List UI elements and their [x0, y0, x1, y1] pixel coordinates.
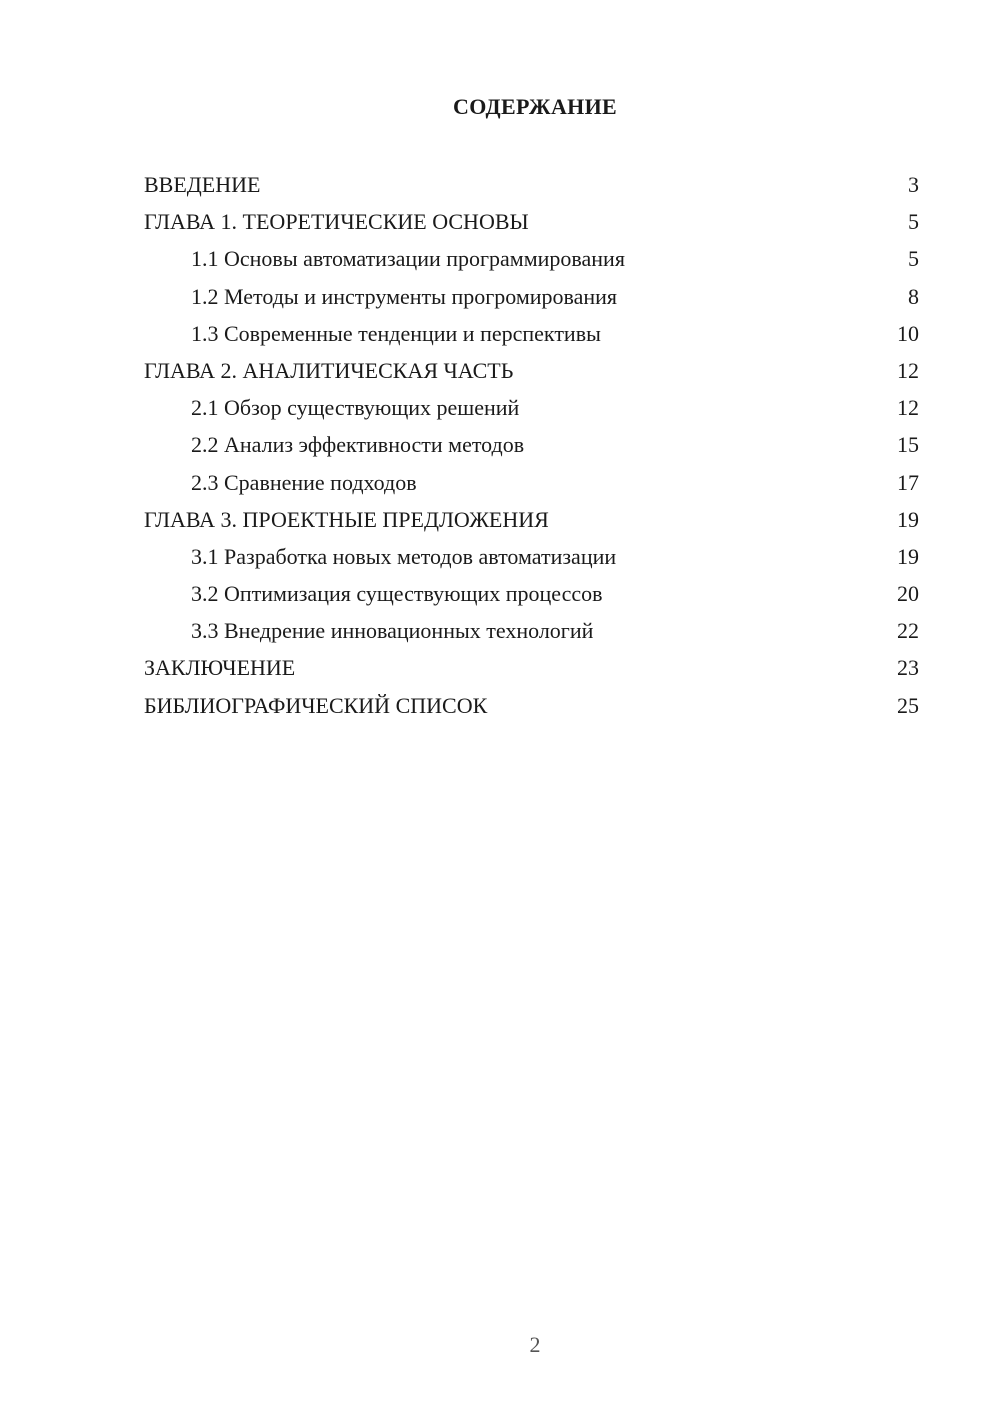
toc-entry-page: 17 — [897, 469, 919, 495]
toc-entry — [144, 389, 919, 426]
toc-entry — [144, 575, 919, 612]
toc-entry-page: 22 — [897, 618, 919, 644]
toc-entry-page: 5 — [908, 246, 919, 272]
toc-entry-label: 2.3 Сравнение подходов — [191, 469, 417, 495]
toc-entry-label: ВВЕДЕНИЕ — [144, 172, 261, 197]
toc-entry-label: ЗАКЛЮЧЕНИЕ — [144, 655, 296, 681]
toc-entry — [144, 426, 919, 463]
page-number: 2 — [529, 1332, 541, 1357]
toc-entry — [144, 240, 919, 277]
toc-entry-page: 19 — [897, 506, 919, 532]
toc-entry — [144, 278, 919, 315]
toc-entry-label: ГЛАВА 1. ТЕОРЕТИЧЕСКИЕ ОСНОВЫ — [144, 209, 529, 235]
toc-entry — [144, 315, 919, 352]
toc-entry — [144, 501, 919, 538]
toc-entry — [144, 166, 919, 203]
toc-entry — [144, 649, 919, 686]
toc-entry-page: 25 — [897, 692, 919, 718]
toc-entry — [144, 538, 919, 575]
toc-entry-label: 3.3 Внедрение инновационных технологий — [191, 618, 594, 644]
toc-entry-label: 1.2 Методы и инструменты прогромирования — [191, 283, 618, 309]
toc-entry-label: 2.2 Анализ эффективности методов — [191, 432, 525, 458]
table-of-contents — [144, 166, 919, 724]
toc-entry-label: 2.1 Обзор существующих решений — [191, 395, 520, 421]
page-title: СОДЕРЖАНИЕ — [453, 94, 617, 119]
toc-entry-label: БИБЛИОГРАФИЧЕСКИЙ СПИСОК — [144, 692, 488, 718]
toc-entry — [144, 352, 919, 389]
toc-entry-page: 23 — [897, 655, 919, 681]
toc-entry-page: 3 — [908, 172, 919, 197]
toc-entry-label: ГЛАВА 3. ПРОЕКТНЫЕ ПРЕДЛОЖЕНИЯ — [144, 506, 549, 532]
toc-entry — [144, 464, 919, 501]
toc-entry-label: 3.2 Оптимизация существующих процессов — [191, 581, 603, 607]
toc-entry-label: ГЛАВА 2. АНАЛИТИЧЕСКАЯ ЧАСТЬ — [144, 357, 514, 383]
toc-entry-page: 8 — [908, 283, 919, 309]
toc-entry-page: 5 — [908, 209, 919, 235]
toc-entry-page: 10 — [897, 320, 919, 346]
toc-entry-label: 3.1 Разработка новых методов автоматизации — [191, 543, 617, 569]
toc-entry — [144, 612, 919, 649]
toc-entry-page: 20 — [897, 581, 919, 607]
toc-entry-page: 19 — [897, 543, 919, 569]
toc-entry — [144, 203, 919, 240]
toc-entry-page: 12 — [897, 357, 919, 383]
toc-entry-label: 1.3 Современные тенденции и перспективы — [191, 320, 601, 346]
toc-entry-label: 1.1 Основы автоматизации программирования — [191, 246, 625, 272]
toc-entry-page: 12 — [897, 395, 919, 421]
toc-entry-page: 15 — [897, 432, 919, 458]
toc-entry — [144, 687, 919, 724]
